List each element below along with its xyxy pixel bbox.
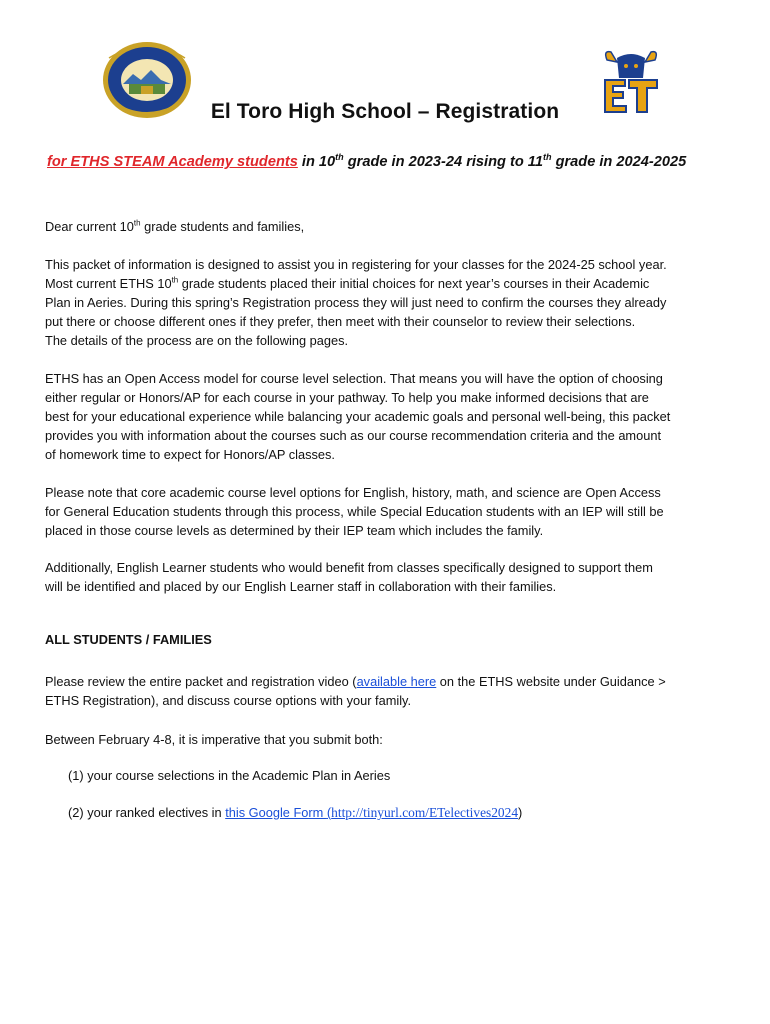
greeting-text: Dear current 10 — [45, 219, 134, 234]
line-text: Most current ETHS 10 — [45, 276, 172, 291]
paragraph-line: either regular or Honors/AP for each course in your pathway. To help you make informed decisions that are — [45, 390, 649, 405]
paragraph-line: ETHS has an Open Access model for course level selection. That means you will have the option of choosing — [45, 371, 663, 386]
subtitle-text: grade in 2023-24 rising to 11 — [343, 154, 543, 170]
paragraph-english-learner — [45, 558, 735, 596]
paragraph-line: Additionally, English Learner students who would benefit from classes specifically designed to support them — [45, 560, 653, 575]
paragraph-line — [45, 672, 735, 691]
list-item-google-form — [68, 805, 522, 821]
paragraph-line: of homework time to expect for Honors/AP classes. — [45, 447, 335, 462]
paragraph-line: Between February 4-8, it is imperative that you submit both: — [45, 732, 383, 747]
paragraph-line: This packet of information is designed to assist you in registering for your classes for the 2024-25 school year. — [45, 257, 667, 272]
greeting-sup: th — [133, 218, 141, 228]
subtitle-text: grade in 2024-2025 — [551, 154, 687, 170]
page-subtitle — [47, 154, 747, 170]
paragraph-line: provides you with information about the courses such as our course recommendation criteria and the amount — [45, 428, 662, 443]
greeting-text: grade students and families, — [140, 219, 305, 234]
list-item-academic-plan: (1) your course selections in the Academic Plan in Aeries — [68, 768, 391, 783]
paragraph-line: The details of the process are on the following pages. — [45, 333, 349, 348]
line-sup: th — [171, 275, 179, 285]
paragraph-line: for General Education students through this process, while Special Education students with an IEP will still be — [45, 504, 664, 519]
section-heading: ALL STUDENTS / FAMILIES — [45, 632, 212, 647]
paragraph-line: will be identified and placed by our English Learner staff in collaboration with their families. — [45, 579, 557, 594]
subtitle-text: in 10 — [297, 154, 336, 170]
line-text: Please review the entire packet and registration video ( — [45, 674, 357, 689]
line-text: on the ETHS website under Guidance > — [436, 674, 666, 689]
google-form-link[interactable]: this Google Form — [225, 805, 327, 820]
paragraph-line: best for your educational experience while balancing your academic goals and personal well-being, this packet — [45, 409, 671, 424]
paragraph-line — [45, 274, 735, 293]
paragraph-deadline — [45, 730, 735, 749]
line-text: grade students placed their initial choices for next year’s courses in their Academic — [178, 276, 650, 291]
page-title: El Toro High School – Registration — [210, 100, 560, 123]
paragraph-intro — [45, 255, 735, 350]
paragraph-line: put there or choose different ones if they prefer, then meet with their counselor to review their selections. — [45, 314, 636, 329]
subtitle-sup: th — [542, 152, 552, 163]
subtitle-academy-link-text: for ETHS STEAM Academy students — [47, 154, 298, 170]
paragraph-open-access — [45, 369, 735, 464]
tinyurl-link[interactable]: http://tinyurl.com/ETelectives2024 — [331, 805, 519, 820]
item-text: ) — [518, 805, 523, 820]
available-here-link[interactable]: available here — [356, 674, 437, 689]
greeting — [45, 217, 735, 236]
paragraph-line: Please note that core academic course level options for English, history, math, and science are Open Access — [45, 485, 661, 500]
paragraph-review-packet — [45, 672, 735, 710]
paragraph-special-education — [45, 483, 735, 540]
item-text: ( — [326, 805, 332, 820]
item-text: (2) your ranked electives in — [68, 805, 226, 820]
paragraph-line: placed in those course levels as determined by their IEP team which includes the family. — [45, 523, 544, 538]
subtitle-sup: th — [335, 152, 344, 163]
paragraph-line: Plan in Aeries. During this spring’s Registration process they will just need to confirm the courses they already — [45, 295, 667, 310]
paragraph-line: ETHS Registration), and discuss course options with your family. — [45, 693, 412, 708]
